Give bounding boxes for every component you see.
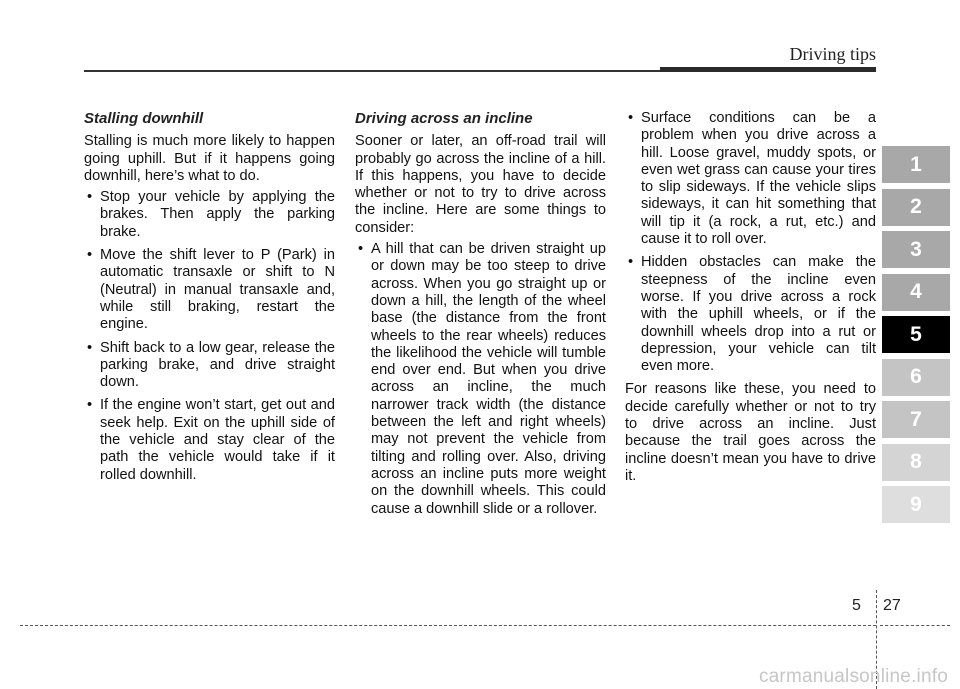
chapter-tab-1[interactable]: 1 [882, 146, 950, 183]
chapter-tab-8[interactable]: 8 [882, 444, 950, 481]
chapter-tabs [882, 146, 950, 529]
section-heading-incline: Driving across an incline [355, 110, 533, 127]
header-rule [84, 70, 660, 72]
list-item: • A hill that can be driven straight up or down may be too steep to drive across. When you go straight up or down a hill, the length of the wheel base (the distance from the front wheels to the rear wheels) reduces the likelihood the vehicle will tumble end over end. But when you drive across an incline, the much narrower track width (the distance between the left and right wheels) may not prevent the vehicle from tilting and rolling over. Also, driving across an incline puts more weight on the downhill wheels. This could cause a downhill slide or a rollover. [355, 241, 606, 518]
list-item: • Move the shift lever to P (Park) in automatic transaxle or shift to N (Neutral) in manual transaxle and, while still braking, restart the engine. [84, 247, 335, 333]
list-item: • Stop your vehicle by applying the brakes. Then apply the parking brake. [84, 189, 335, 241]
column-surface-conditions [625, 110, 876, 489]
column-incline [355, 110, 606, 524]
list-item: • Surface conditions can be a problem when you drive across a hill. Loose gravel, muddy spots, or even wet grass can cause your tires to slip sideways. If the vehicle slips sideways, it can hit something that will tip it (a rock, a rut, etc.) and cause it to roll over. [625, 110, 876, 248]
list-item: • If the engine won’t start, get out and seek help. Exit on the uphill side of the vehicle and stay clear of the path the vehicle would take if it rolled downhill. [84, 397, 335, 483]
list-item: • Hidden obstacles can make the steepness of the incline even worse. If you drive across a rock with the uphill wheels, or if the downhill wheels drop into a rut or depression, your vehicle can tilt even more. [625, 254, 876, 375]
stalling-steps-list [84, 189, 335, 484]
chapter-tab-3[interactable]: 3 [882, 231, 950, 268]
column-stalling-downhill [84, 110, 335, 490]
surface-considerations-list [625, 110, 876, 375]
watermark-text: carmanualsonline.info [758, 666, 948, 687]
page-header-title: Driving tips [789, 44, 876, 64]
chapter-tab-4[interactable]: 4 [882, 274, 950, 311]
incline-intro: Sooner or later, an off-road trail will probably go across the incline of a hill. If this happens, you have to decide whether or not to try to drive across the incline. Here are some things to consider: [355, 133, 606, 236]
section-heading-stalling: Stalling downhill [84, 110, 204, 127]
header-rule-accent [660, 67, 876, 72]
footer-divider-right [880, 625, 950, 626]
incline-conclusion: For reasons like these, you need to decide carefully whether or not to try to drive across an incline. Just because the trail goes across the incline doesn’t mean you have to drive it. [625, 381, 876, 484]
footer-chapter-number: 5 [852, 597, 861, 614]
incline-considerations-list [355, 241, 606, 518]
list-item: • Shift back to a low gear, release the parking brake, and drive straight down. [84, 340, 335, 392]
chapter-tab-9[interactable]: 9 [882, 486, 950, 523]
chapter-tab-6[interactable]: 6 [882, 359, 950, 396]
chapter-tab-5-active[interactable]: 5 [882, 316, 950, 353]
footer-page-number: 27 [883, 597, 901, 614]
stalling-intro: Stalling is much more likely to happen going uphill. But if it happens going downhill, here’s what to do. [84, 133, 335, 184]
chapter-tab-7[interactable]: 7 [882, 401, 950, 438]
chapter-tab-2[interactable]: 2 [882, 189, 950, 226]
footer-divider [20, 625, 876, 626]
